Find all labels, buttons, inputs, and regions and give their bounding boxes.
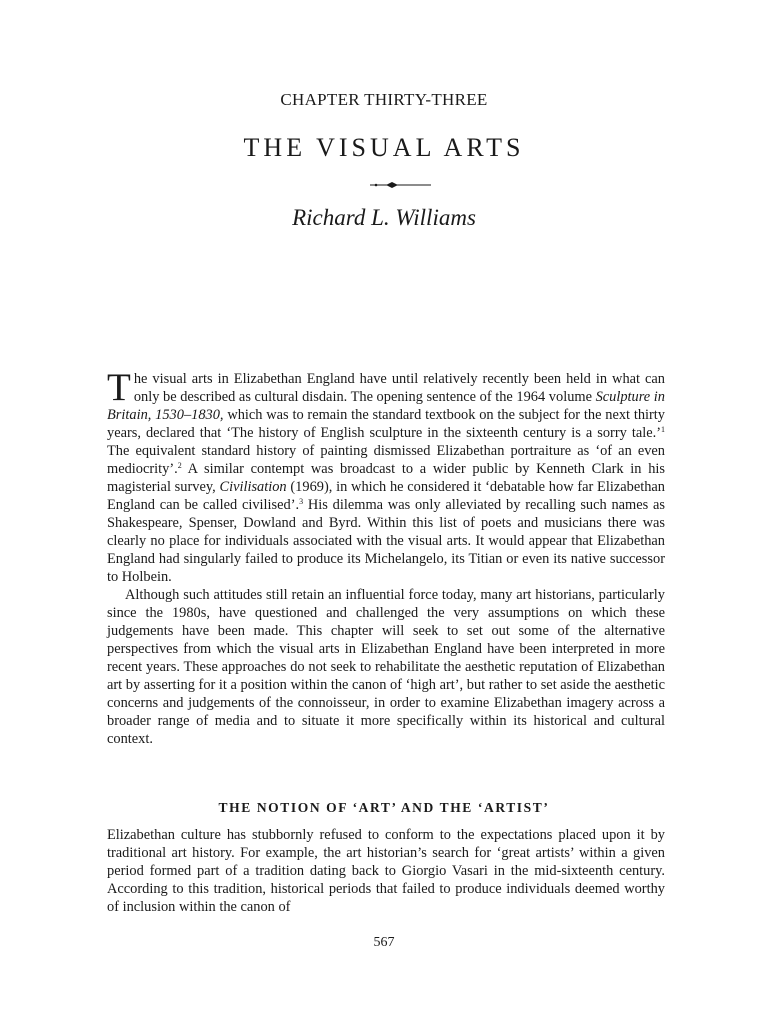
ornament-divider	[0, 178, 768, 192]
paragraph-1-text: A similar contempt was broadcast to a wider public by Kenneth Clark in his magisterial survey,	[107, 461, 665, 495]
paragraph-1-text: which was to remain the standard textbook on the subject for the next thirty years, declared that ‘The history of English sculpture in the sixteenth century is a sorry tale.’	[107, 407, 666, 441]
paragraph-1-text: (1969), in which he considered it ‘debatable how far Elizabethan England can be called civilised’.	[107, 479, 665, 513]
book-title-civilisation: Civilisation	[219, 479, 287, 495]
paragraph-1-text: he visual arts in Elizabethan England have until relatively recently been held in what can only be described as cultural disdain. The opening sentence of the 1964 volume	[133, 371, 665, 405]
author-name: Richard L. Williams	[292, 205, 476, 230]
footnote-ref[interactable]: 1	[661, 425, 665, 434]
drop-cap: T	[107, 366, 131, 409]
footnote-ref[interactable]: 2	[177, 461, 182, 470]
book-title-sculpture: Sculpture in Britain, 1530–1830,	[107, 389, 665, 423]
chapter-label: CHAPTER THIRTY-THREE	[280, 90, 488, 109]
body-text	[107, 366, 666, 748]
paragraph-1-text: The equivalent standard history of painting dismissed Elizabethan portraiture as ‘of an even mediocrity’.	[107, 443, 665, 477]
chapter-title: THE VISUAL ARTS	[243, 133, 525, 162]
paragraph-2: Although such attitudes still retain an influential force today, many art historians, particularly since the 1980s, have questioned and challenged the very assumptions on which these judgements have been made. This chapter will seek to set out some of the alternative perspectives from which the visual arts in Elizabethan England have been interpreted in more recent years. These approaches do not seek to rehabilitate the aesthetic reputation of Elizabethan art by asserting for it a position within the canon of ‘high art’, but rather to set aside the aesthetic concerns and judgements of the connoisseur, in order to examine Elizabethan imagery across a broader range of media and to situate it more specifically within its historical and cultural context.	[107, 587, 665, 747]
section-body	[107, 826, 665, 916]
page-number: 567	[373, 935, 395, 950]
paragraph-3: Elizabethan culture has stubbornly refused to conform to the expectations placed upon it by traditional art history. For example, the art historian’s search for ‘great artists’ within a given period formed part of a tradition dating back to Giorgio Vasari in the mid-sixteenth century. According to this tradition, historical periods that failed to produce individuals deemed worthy of inclusion within the canon of	[107, 827, 665, 915]
footnote-ref[interactable]: 3	[299, 497, 304, 506]
section-heading: THE NOTION OF ‘ART’ AND THE ‘ARTIST’	[218, 800, 550, 815]
paragraph-1-text: His dilemma was only alleviated by recalling such names as Shakespeare, Spenser, Dowland and Byrd. Within this list of poets and musicians there was clearly no place for individuals associated with the visual arts. It would appear that Elizabethan England had singularly failed to produce its Michelangelo, its Titian or even its native successor to Holbein.	[107, 497, 665, 585]
paragraph-1	[107, 366, 666, 586]
